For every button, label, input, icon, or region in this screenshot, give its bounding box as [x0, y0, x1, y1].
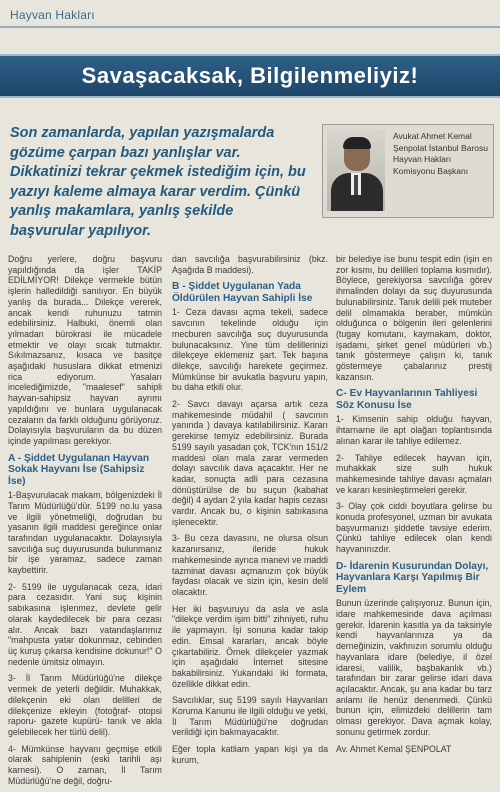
column-1 [8, 254, 162, 792]
photo-hair-shape [343, 137, 371, 149]
paragraph: 2- 5199 ile uygulanacak ceza, idari para cezasıdır. Yani suç kişinin sabıkasına işlenmez, devlete gelir olarak kaydedilecek bir para cezası alır. Ancak bazı vatandaşlarımız "mahpusta yatar dokunmaz, cebinden üç kuruş çıkarsa kendisine dokunur!" O nedenle ümitsiz olmayın. [8, 581, 162, 667]
paragraph: Bunun üzerinde çalışıyoruz. Bunun için, idare mahkemesinde dava açılması gerekir. İdarenin kasıtla ya da taksiriyle kendi hayvanlarınıza ya da derneğinizin, vakfınızın sorumlu olduğu hayvanlara idare (belediye, il özel idaresi, valilik, başbakanlık vb.) tarafından bir zarar gelirse idari dava açılacaktır. Ancak, şu ana kadar bu tarz anlamı ile henüz denenmedi. Çünkü bunun için, elimizdeki delillerin tam olması gerekiyor. Dava açmak kolay, sonunu getirmek zordur. [336, 598, 492, 737]
paragraph: 1-Başvurulacak makam, bölgenizdeki İl Tarım Müdürlüğü'dür. 5199 no.lu yasa ve ilgili yönetmeliği, doğrudan bu yasanın ilgili maddesi gereğince onlar tarafından uygulanacaktır. Dolayısıyla savcılığa suç duyurusunda bulunmanız bir işe yaramaz, sadece zaman kaybettirir. [8, 490, 162, 576]
paragraph: 2- Tahliye edilecek hayvan için, muhakkak size sulh hukuk mahkemesinde tahliye davası açmaları ve kararı kesinleştirmeleri gerekir. [336, 452, 492, 495]
paragraph: 1- Kimsenin sahip olduğu hayvan, ihtarname ile apt olağan toplantısında alınan karar ile tahliye edilemez. [336, 414, 492, 446]
section-divider [0, 26, 500, 28]
column-3 [336, 254, 492, 760]
paragraph: 3- İl Tarım Müdürlüğü'ne dilekçe vermek de yeterli değildir. Muhakkak, dilekçenin eki olan delilleri de dilekçenize ekleyin (fotoğraf- otopsi raporu- gazete kupürü- tanık ve akla gelebilecek her türlü delil). [8, 673, 162, 737]
paragraph: dan savcılığa başvurabilirsiniz (bkz. Aşağıda B maddesi). [172, 254, 328, 275]
title-banner [0, 54, 500, 98]
section-label: Hayvan Hakları [10, 8, 95, 22]
paragraph: Savcılıklar, suç 5199 sayılı Hayvanları Koruma Kanunu ile ilgili olduğu ve yetki, İl Tarım Müdürlüğü'ne doğrudan verildiği için bakmayacaktır. [172, 695, 328, 738]
author-caption: Avukat Ahmet Kemal Şenpolat İstanbul Barosu Hayvan Hakları Komisyonu Başkanı [393, 131, 488, 176]
author-signature: Av. Ahmet Kemal ŞENPOLAT [336, 743, 452, 754]
section-heading-a: A - Şiddet Uygulanan Hayvan Sokak Hayvanı İse (Sahipsiz İse) [8, 452, 150, 487]
author-box [322, 124, 494, 218]
paragraph: Her iki başvuruyu da asla ve asla "dilekçe verdim işim bitti" zihniyeti, ruhu ile yapmayın. İşi sonuna kadar takip edin. Emsal kararları, ancak böyle çıkartabiliriz. Örnek dilekçeler yazmak için aşağıdaki İnternet sitesine bakabilirsiniz. Yukarıdaki iki formata, özellikle dikkat edin. [172, 603, 328, 689]
article-title: Savaşacaksak, Bilgilenmeliyiz! [81, 63, 419, 88]
paragraph: 1- Ceza davası açma tekeli, sadece savcının tekelinde olduğu için mecburen savcılığa suç duyurusunda bulunacaksınız. Yine tüm delillerinizi dilekçeye eklemeniz şart. Tek başına dilekçe, savcılığı harekete geçirmez. Mümkünse bir avukatla başvuru yapın, bu daha etkili olur. [172, 307, 328, 393]
paragraph: 3- Bu ceza davasını, ne olursa olsun kazanırsanız, ileride hukuk mahkemesinde ayrıca manevi ve maddi tazminat davası açmanızın çok büyük faydası olacak ve sizin için, kesin delil olacaktır. [172, 533, 328, 597]
paragraph: Doğru yerlere, doğru başvuru yapıldığında da işler TAKİP EDİLMİYOR! Dilekçe vermekle bütün işlerin halledildiği sanılıyor. En büyük yanlış da burada... Dilekçe vererek, ancak kendi ruhunuzu tatmin edebilirsiniz. Halbuki, önemli olan yılmadan bürokrasi ile mücadele etmektir ve olayı sıcak tutmaktır. Sıkılmazsanız, kısaca ve basitçe aşağıdaki hususlara dikkat etmenizi rica ediyorum. Yasaları incelediğimizde, "maalesef" sahipli hayvan-sahipsiz hayvan ayrımı yapıldığını ve bunlara uygulanacak cezaların da farklı olduğunu görüyoruz. Dolayısıyla başvuruların da bu düzen içinde yapılması gerekiyor. [8, 254, 162, 446]
paragraph: 4- Mümkünse hayvanı geçmişe etkili olarak sahiplenin (eski tarihli aşı karnesi). O zaman, İl Tarım Müdürlüğü'ne değil, doğru- [8, 743, 162, 786]
section-heading-d: D- İdarenin Kusurundan Dolayı, Hayvanlara Karşı Yapılmış Bir Eylem [336, 560, 489, 595]
section-heading-c: C- Ev Hayvanlarının Tahliyesi Söz Konusu İse [336, 388, 478, 411]
intro-paragraph: Son zamanlarda, yapılan yazışmalarda gözüme çarpan bazı yanlışlar var. Dikkatinizi tekrar çekmek istediğim için, bu yazıyı kaleme almaya karar verdim. Çünkü yanlış makamlara, yanlış şekilde başvurular yapılıyor. [10, 125, 306, 239]
paragraph: Eğer topla katliam yapan kişi ya da kurum, [172, 744, 328, 765]
author-photo [327, 129, 385, 211]
paragraph: 2- Savcı davayı açarsa artık ceza mahkemesinde müdahil ( savcının yanında ) davaya katılabilirsiniz. Kararı gerekirse temyiz edebilirsiniz. Burada 5199 sayılı yasadan çok, TCK'nın 151/2 maddesi olan mala zarar vermeden dolayı savcılık dava açacaktır. Her ne kadar, sonuçta adli para cezasına dönüştürülse de bu suçun (kabahat değil) 4 aydan 2 yıla kadar hapis cezası vardır. Ancak bu, o kişinin sabıkasına işlenecektir. [172, 399, 328, 527]
photo-tie-shape [354, 175, 358, 195]
column-2 [172, 254, 328, 772]
section-heading-b: B - Şiddet Uygulanan Yada Öldürülen Hayvan Sahipli İse [172, 281, 313, 304]
paragraph: bir belediye ise bunu tespit edin (işin en zor kısmı, bu delilleri toplama kısmıdır). Böylece, gerekiyorsa savcılığa görev ihmalinden dolayı da suç duyurusunda bulunabilirsiniz. Tanık delili pek muteber delil olmamakla beraber, mümkün olduğunca o bölgenin ileri gelenlerini (tugay komutanı, kaymakam, doktor, işadamı, şirket genel müdürleri vb.) tanık göstermeye çalışın ki, tanık göstermeye çabalarınız prestij kazansın. [336, 254, 492, 382]
paragraph: 3- Olay çok ciddi boyutlara gelirse bu konuda profesyonel, uzman bir avukata başvurmanızı şiddetle tavsiye ederim. Çünkü tahliye edilecek olan kendi hayvanınızdır. [336, 501, 492, 555]
